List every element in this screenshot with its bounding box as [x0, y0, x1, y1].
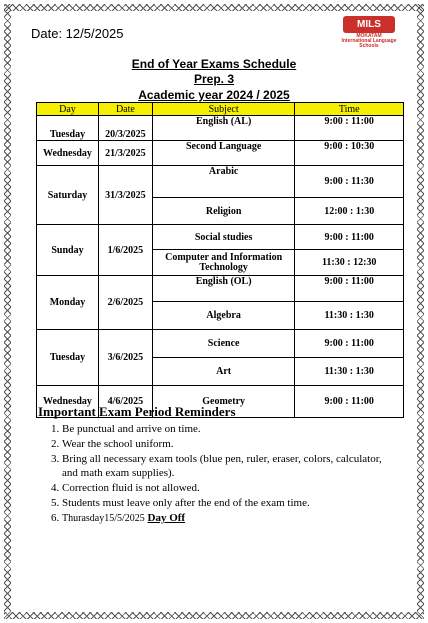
academic-year-title: Academic year 2024 / 2025 — [138, 88, 290, 102]
table-row: Algebra 11:30 : 1:30 — [37, 302, 404, 330]
day-off-label: Day Off — [147, 512, 186, 524]
table-row: Tuesday 20/3/2025 English (AL) 9:00 : 11:00 — [37, 116, 404, 141]
schedule-title: End of Year Exams Schedule — [131, 57, 297, 71]
exam-schedule-table — [36, 102, 404, 418]
list-item: 3. Bring all necessary exam tools (blue pen, ruler, eraser, colors, calculator, and math exam supplies). — [62, 452, 397, 480]
table-row: Monday 2/6/2025 English (OL) 9:00 : 11:00 — [37, 276, 404, 302]
decorative-border-top — [4, 4, 424, 11]
decorative-border-bottom — [4, 612, 424, 619]
list-item: 2. Wear the school uniform. — [62, 437, 397, 451]
table-header-row — [37, 103, 404, 116]
table-row: Religion 12:00 : 1:30 — [37, 198, 404, 225]
reminders-list — [44, 421, 397, 526]
header-day: Day — [37, 103, 99, 116]
reminders-title: Important Exam Period Reminders — [38, 404, 236, 419]
table-row: Wednesday 4/6/2025 Geometry 9:00 : 11:00 — [37, 386, 404, 418]
header-subject: Subject — [152, 103, 295, 116]
list-item — [62, 511, 397, 526]
list-item: 5. Students must leave only after the end of the exam time. — [62, 496, 397, 510]
table-row: Sunday 1/6/2025 Social studies 9:00 : 11:00 — [37, 225, 404, 250]
table-row: Wednesday 21/3/2025 Second Language 9:00 : 10:30 — [37, 141, 404, 166]
table-row: Computer and Information Technology 11:30 : 12:30 — [37, 250, 404, 276]
school-logo — [338, 16, 400, 49]
table-row: Tuesday 3/6/2025 Science 9:00 : 11:00 — [37, 330, 404, 358]
grade-title: Prep. 3 — [193, 72, 235, 86]
logo-subtitle: MOKATAM International Language Schools — [341, 33, 397, 49]
list-item: 4. Correction fluid is not allowed. — [62, 481, 397, 495]
list-item: 1. Be punctual and arrive on time. — [62, 422, 397, 436]
header-time: Time — [295, 103, 404, 116]
table-row: Art 11:30 : 1:30 — [37, 358, 404, 386]
day-off-date: Thurasday15/5/2025 — [62, 513, 145, 524]
document-date: Date: 12/5/2025 — [31, 26, 124, 41]
logo-badge: MILS — [343, 16, 395, 33]
header-date: Date — [98, 103, 152, 116]
table-row: Saturday 31/3/2025 Arabic 9:00 : 11:30 — [37, 166, 404, 198]
